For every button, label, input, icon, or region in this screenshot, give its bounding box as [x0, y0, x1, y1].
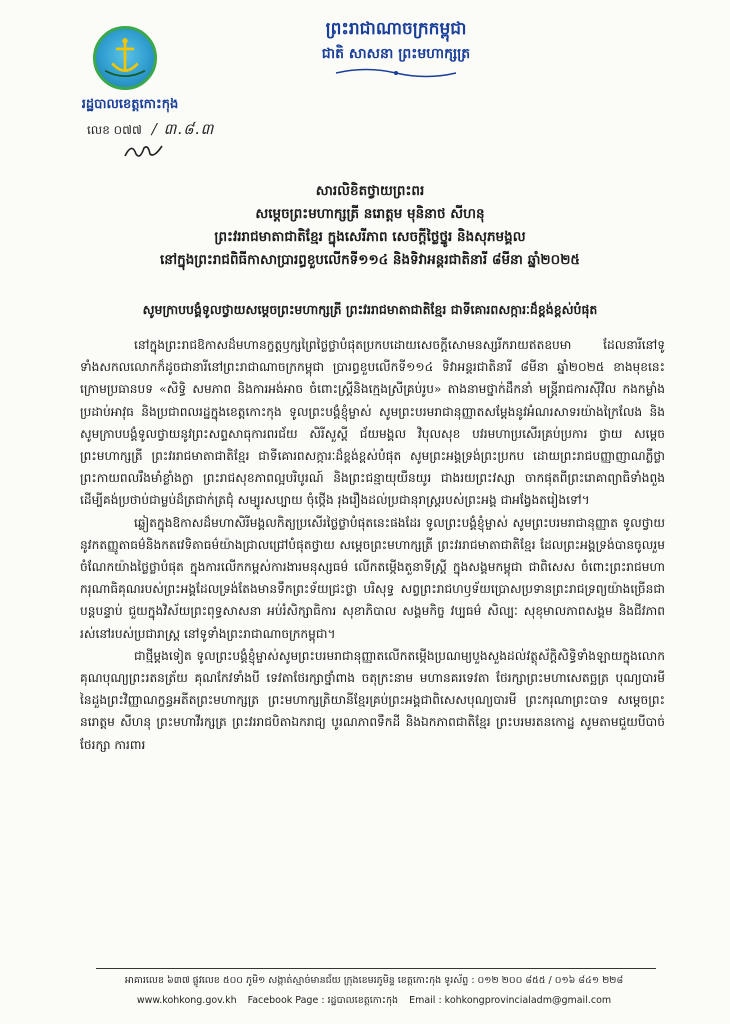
footer-contacts — [84, 994, 664, 1008]
body-paragraph: នៅក្នុងព្រះរាជឱកាសដ៏មហានក្ខត្តឫក្សព្រៃថ្លៃថ្លាបំផុតប្រកបដោយសេចក្តីសោមនស្សរីករាយឥតឧបមា ដែលនារីនៅទូទាំងសកលលោកក៏ដូចជានារីនៅព្រះរាជាណាចក្រកម្ពុជា ប្រារព្ធខួបលើកទី១១៤ ទិវាអន្តរជាតិនារី ៨មីនា ឆ្នាំ២០២៥ ខាងមុខនេះ ក្រោមប្រធានបទ «សិទ្ធិ សមភាព និងការអង់អាច ចំពោះស្ត្រីនិងក្មេងស្រីគ្រប់រូប» តាងនាមថ្នាក់ដឹកនាំ មន្ត្រីរាជការស៊ីវិល កងកម្លាំងប្រដាប់អាវុធ និងប្រជាពលរដ្ឋក្នុងខេត្តកោះកុង ទូលព្រះបង្គំខ្ញុំម្ចាស់ សូមព្រះបរមរាជានុញ្ញាតសម្តែងនូវអំណរសាទរយ៉ាងក្រៃលែង និងសូមក្រាបបង្គំទូលថ្វាយនូវព្រះសព្ទសាធុការពរជ័យ សិរីសួស្តី ជ័យមង្គល វិបុលសុខ បវរមហាប្រសើរគ្រប់ប្រការ ថ្វាយ សម្តេចព្រះមហាក្សត្រី ព្រះវររាជមាតាជាតិខ្មែរ ជាទីគោរពសក្ការៈដ៏ខ្ពង់ខ្ពស់បំផុត សូមព្រះអង្គទ្រង់ព្រះប្រកប ដោយព្រះរាជបញ្ញាញាណភ្លឺថ្លា ព្រះកាយពលរឹងមាំខ្លាំងក្លា ព្រះរាជសុខភាពល្អបរិបូរណ៍ និងព្រះជន្មាយុយឺនយូរ ជាងរយព្រះវស្សា ចាកផុតពីព្រះរោគាព្យាធិទាំងពួង ដើម្បីគង់ប្រថាប់ជាម្លប់ដ៏ត្រជាក់ត្រជុំ សម្បូរសប្បាយ ចុំថ្កើង រុងរឿងដល់ប្រជានុរាស្ត្ររបស់ព្រះអង្គ ជាអង្វែងតរៀងទៅ។ — [80, 338, 665, 508]
recipient-name: សម្តេចព្រះមហាក្សត្រី នរោត្តម មុនិនាថ សីហនុ — [255, 206, 485, 222]
letter-body — [80, 334, 665, 756]
organization-name: រដ្ឋបាលខេត្តកោះកុង — [81, 97, 179, 112]
provincial-emblem-logo — [93, 26, 157, 90]
letter-type: សារលិខិតថ្វាយព្រះពរ — [315, 183, 425, 199]
reference-number — [87, 120, 214, 142]
kingdom-heading: ព្រះរាជាណាចក្រកម្ពុជា — [325, 19, 467, 39]
ornament-divider — [331, 66, 461, 80]
reference-label: លេខ ០៧៧ — [87, 123, 142, 137]
body-paragraph: ឆ្លៀតក្នុងឱកាសដ៏មហាសិរីមង្គលកិត្យប្រសើរថ្លៃថ្លាបំផុតនេះផងដែរ ទូលព្រះបង្គំខ្ញុំម្ចាស់ សូមព្រះបរមរាជានុញ្ញាត ទូលថ្វាយនូវកតញ្ញូតាធម៌និងកតវេទិតាធម៌យ៉ាងជ្រាលជ្រៅបំផុតថ្វាយ សម្តេចព្រះមហាក្សត្រី ព្រះវររាជមាតាជាតិខ្មែរ ដែលព្រះអង្គទ្រង់បានចូលរួមចំណែកយ៉ាងថ្លៃថ្លាបំផុត ក្នុងការលើកកម្ពស់ការងារមនុស្សធម៌ លើកតម្កើងតួនាទីស្ត្រី ក្នុងសង្គមកម្ពុជា ជាពិសេស ចំពោះព្រះរាជមហាករុណាធិគុណរបស់ព្រះអង្គដែលទ្រង់តែងមានទឹកព្រះទ័យជ្រះថ្លា បរិសុទ្ធ សព្វព្រះរាជហឫទ័យប្រោសប្រទានព្រះរាជទ្រព្យយ៉ាងច្រើនជាបន្តបន្ទាប់ ជួយក្នុងវិស័យព្រះពុទ្ធសាសនា អប់រំសិក្សាធិការ សុខាភិបាល សង្គមកិច្ច វប្បធម៌ សិល្បៈ សុខុមាលភាពសង្គម និងជីវភាពរស់នៅរបស់ប្រជារាស្ត្រ នៅទូទាំងព្រះរាជាណាចក្រកម្ពុជា។ — [80, 515, 665, 641]
handwritten-initial — [122, 140, 166, 162]
letter-titles — [80, 180, 660, 272]
footer-address: អាគារលេខ ៦៣៧ ផ្លូវលេខ ៥០០ ភូមិ១ សង្កាត់ស្មាច់មានជ័យ ក្រុងខេមរភូមិន្ទ ខេត្តកោះកុង ទូរស័ព្ទ : ០១២ ២០០ ៨៥៥ / ០១៦ ៨៤១ ២២៨ — [124, 975, 624, 986]
national-motto: ជាតិ សាសនា ព្រះមហាក្សត្រ — [321, 46, 471, 62]
facebook-page[interactable]: Facebook Page : រដ្ឋបាលខេត្តកោះកុង — [247, 995, 399, 1006]
reference-date: / ៣.៨.៣ — [151, 120, 215, 138]
body-paragraph: ជាថ្មីម្តងទៀត ទូលព្រះបង្គំខ្ញុំម្ចាស់សូមព្រះបរមរាជានុញ្ញាតលើកតម្កើងប្រណម្យបួងសួងដល់វត្ថុស័ក្តិសិទ្ធិទាំងឡាយក្នុងលោក គុណបុណ្យព្រះរតនត្រ័យ គុណកែវទាំងបី ទេវតាថែរក្សាថ្នាំពាង ចតុក្រះនាម មហានគរទេវតា ថែរក្សាព្រះមហាសេតច្ឆត្រ បុណ្យបារមីនៃដួងព្រះវិញ្ញាណក្ខន្ធអតីតព្រះមហាក្សត្រ ព្រះមហាក្សត្រិយានីខ្មែរគ្រប់ព្រះអង្គជាពិសេសបុណ្យបារមី ព្រះករុណាព្រះបាទ សម្តេចព្រះ នរោត្តម សីហនុ ព្រះមហាវីរក្សត្រ ព្រះវររាជបិតាឯករាជ្យ បូរណភាពទឹកដី និងឯកភាពជាតិខ្មែរ ព្រះបរមរតនកោដ្ឋ សូមតាមជួយបីបាច់ថែរក្សា ការពារ — [80, 648, 665, 752]
footer-divider — [96, 968, 656, 969]
recipient-title: ព្រះវររាជមាតាជាតិខ្មែរ ក្នុងសេរីភាព សេចក្តីថ្លៃថ្នូរ និងសុភមង្គល — [214, 229, 526, 245]
salutation: សូមក្រាបបង្គំទូលថ្វាយសម្តេចព្រះមហាក្សត្រី ព្រះវររាជមាតាជាតិខ្មែរ ជាទីគោរពសក្ការៈដ៏ខ្ពង់ខ្ពស់បំផុត — [142, 302, 598, 317]
email-address[interactable]: Email : kohkongprovincialadm@gmail.com — [409, 995, 612, 1006]
website-link[interactable]: www.kohkong.gov.kh — [136, 995, 237, 1006]
occasion-line: នៅក្នុងព្រះរាជពិធីកាសាប្រារព្ធខួបលើកទី១១៤ និងទិវាអន្តរជាតិនារី ៨មីនា ឆ្នាំ២០២៥ — [160, 252, 580, 268]
